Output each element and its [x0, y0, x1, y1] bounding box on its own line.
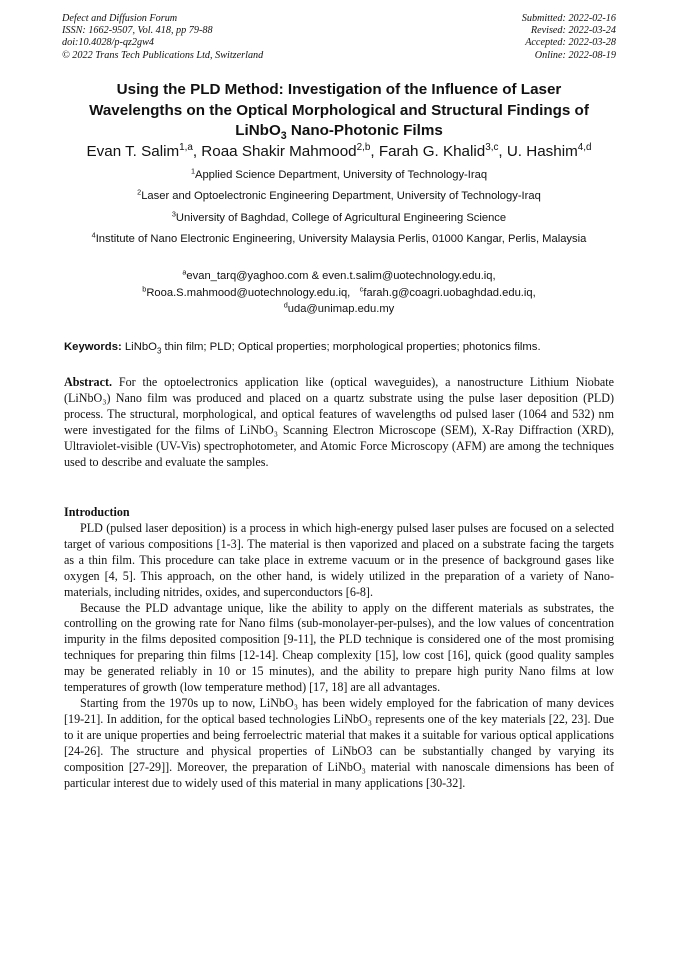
title-formula: LiNbO [235, 122, 281, 139]
title-line-3-rest: Nano-Photonic Films [286, 122, 443, 139]
affiliation: $^4$Institute of Nano Electronic Engineering, University Malaysia Perlis, 01000 Kangar, Perlis, Malaysia [91, 230, 587, 245]
introduction-body [64, 521, 614, 791]
paragraph: PLD (pulsed laser deposition) is a process in which high-energy pulsed laser pulses are focused on a selected target of various compositions [1-3]. The material is then vaporized and placed on a substrate facing the targets as a thin film. This procedure can take place in extreme vacuum or in the presence of background gases like oxygen [4, 5]. This approach, on the other hand, is widely utilized in the preparation of a variety of Nano-materials, including nitrides, oxides, and superconductors [6-8]. [64, 521, 614, 599]
section-heading-introduction: Introduction [64, 505, 130, 519]
email-b[interactable]: Rooa.S.mahmood@uotechnology.edu.iq, [146, 286, 351, 299]
author-emails [60, 268, 618, 318]
paragraph: Starting from the 1970s up to now, LiNbO₃ has been widely employed for the fabrication of many devices [19-21]. In addition, for the optical based technologies LiNbO₃ represents one of the key materials [22, 23]. Due to it are unique properties and being ferroelectric material that makes it a suitable for various optical applications [24-26]. The structure and physical properties of LiNbO3 can be substantially changed by varying its composition [27-29]]. Moreover, the preparation of LiNbO₃ material with nanoscale dimensions has been of particular interest due to widely used of this material in many applications [30-32]. [64, 695, 614, 790]
email-a[interactable]: evan_tarq@yaghoo.com & even.t.salim@uotechnology.edu.iq, [186, 270, 496, 282]
title-formula-subscript: 3 [280, 130, 287, 143]
author: U. Hashim$^{4,d}$ [506, 141, 592, 160]
journal-name: Defect and Diffusion Forum [62, 13, 178, 24]
affiliation: $^1$Applied Science Department, University of Technology-Iraq [190, 166, 488, 181]
title-line-3 [40, 121, 638, 142]
affiliation: $^2$Laser and Optoelectronic Engineering Department, University of Technology-Iraq [137, 187, 541, 202]
journal-issn: ISSN: 1662-9507, Vol. 418, pp 79-88 [62, 25, 213, 37]
paragraph: Because the PLD advantage unique, like the ability to apply on the different materials as substrates, the controlling on the growing rate for Nano films (sub-monolayer-per-pulses), and the low values of concentration impurity in the films deposited composition [9-11], the PLD technique is considered one of the most promising techniques for preparing thin films [12-14]. Cheap complexity [15], low cost [16], quick (good quality samples may be generated reliably in 10 or 15 minutes), and the ability to prepare high purity Nano films at low temperatures of growth (low temperature method) [17, 18] are all advantages. [64, 600, 614, 695]
date-online: Online: 2022-08-19 [534, 49, 616, 61]
author: Roaa Shakir Mahmood$^{2,b}$, [201, 141, 379, 160]
email-line: $^a$evan_tarq@yaghoo.com & even.t.salim@uotechnology.edu.iq, [182, 267, 496, 282]
title-line-2: Wavelengths on the Optical Morphological and Structural Findings of [89, 101, 589, 119]
keywords: Keywords: LiNbO$_3$ thin film; PLD; Optical properties; morphological properties; photonics films. [64, 341, 541, 356]
date-accepted: Accepted: 2022-03-28 [525, 37, 616, 49]
email-c[interactable]: farah.g@coagri.uobaghdad.edu.iq, [363, 286, 536, 299]
email-line: $^b$Rooa.S.mahmood@uotechnology.edu.iq, $^c$farah.g@coagri.uobaghdad.edu.iq, [142, 283, 536, 299]
email-d[interactable]: uda@unimap.edu.my [287, 303, 395, 315]
abstract [64, 375, 614, 470]
email-line: $^d$uda@unimap.edu.my [283, 300, 395, 315]
journal-doi: doi:10.4028/p-qz2gw4 [62, 37, 154, 49]
paper-title [40, 80, 638, 142]
abstract-text: For the optoelectronics application like (optical waveguides), a nanostructure Lithium Niobate (LiNbO₃) Nano film was produced and placed on a quartz substrate using the pulse laser deposition (PLD) process. The structural, morphological, and optical features of wavelengths od pulsed laser (1064 and 532) nm were investigated for the films of LiNbO₃ Scanning Electron Microscope (SEM), X-Ray Diffraction (XRD), Ultraviolet-visible (UV-Vis) spectrophotometer, and Atomic Force Microscopy (AFM) are among the techniques used to describe and evaluate the samples. [64, 375, 614, 469]
author: Evan T. Salim$^{1,a}$, [86, 141, 202, 160]
date-submitted: Submitted: 2022-02-16 [521, 13, 616, 24]
author: Farah G. Khalid$^{3,c}$, [378, 141, 507, 160]
journal-header-right [522, 13, 616, 62]
abstract-label: Abstract. [64, 375, 113, 389]
title-line-1: Using the PLD Method: Investigation of the Influence of Laser [116, 81, 562, 98]
journal-copyright: © 2022 Trans Tech Publications Ltd, Switzerland [62, 49, 264, 61]
author-list [30, 142, 648, 161]
date-revised: Revised: 2022-03-24 [530, 25, 616, 37]
journal-header-left [62, 13, 263, 62]
affiliation: $^3$University of Baghdad, College of Agricultural Engineering Science [171, 209, 507, 224]
keywords-label: Keywords: [64, 341, 122, 353]
